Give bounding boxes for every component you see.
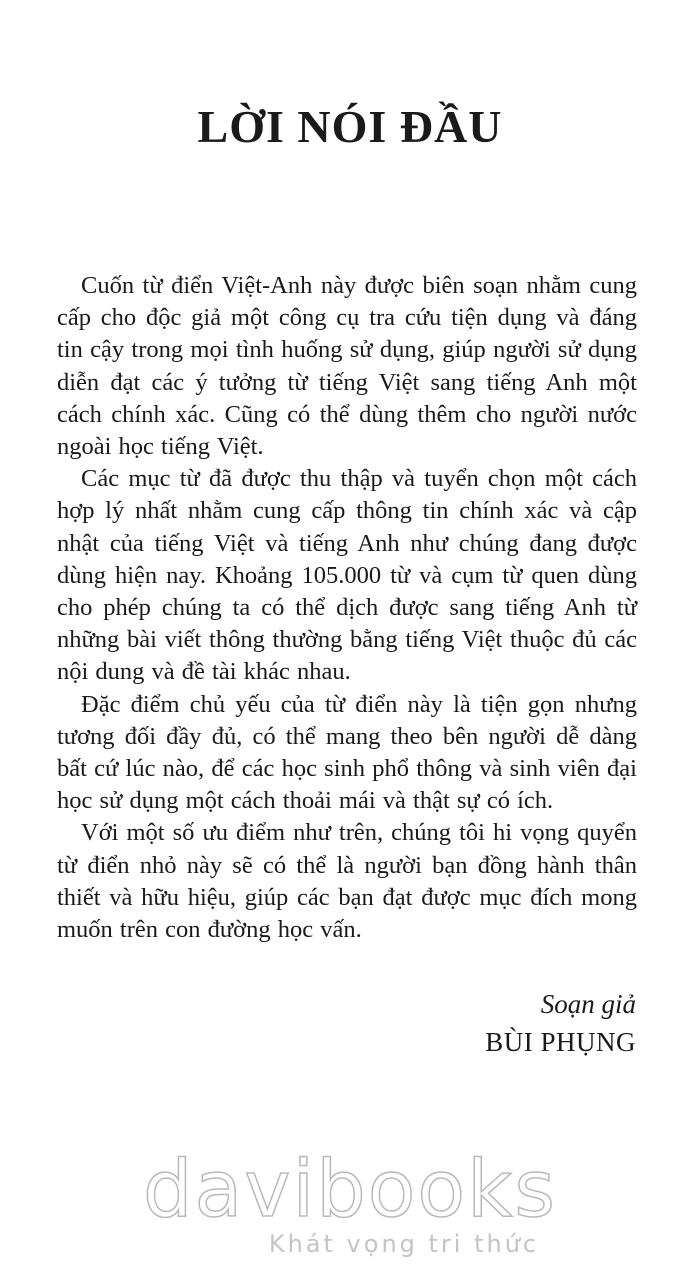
preface-paragraph-3: Đặc điểm chủ yếu của từ điển này là tiện gọn nhưng tương đối đầy đủ, có thể mang theo bên người dễ dàng bất cứ lúc nào, để các học sinh phổ thông và sinh viên đại học sử dụng một cách thoải mái và thật sự có ích. bbox=[57, 690, 637, 815]
watermark-logo: davibooks bbox=[143, 1145, 557, 1235]
signature-block bbox=[485, 985, 636, 1061]
page-title: LỜI NÓI ĐẦU bbox=[197, 101, 503, 152]
preface-paragraph-2: Các mục từ đã được thu thập và tuyển chọn một cách hợp lý nhất nhằm cung cấp thông tin chính xác và cập nhật của tiếng Việt và tiếng Anh như chúng đang được dùng hiện nay. Khoảng 105.000 từ và cụm từ quen dùng cho phép chúng ta có thể dịch được sang tiếng Anh từ những bài viết thông thường bằng tiếng Việt thuộc đủ các nội dung và đề tài khác nhau. bbox=[57, 465, 637, 686]
preface-paragraph-1: Cuốn từ điển Việt-Anh này được biên soạn nhằm cung cấp cho độc giả một công cụ tra cứu tiện dụng và đáng tin cậy trong mọi tình huống sử dụng, giúp người sử dụng diễn đạt các ý tưởng từ tiếng Việt sang tiếng Anh một cách chính xác. Cũng có thể dùng thêm cho người nước ngoài học tiếng Việt. bbox=[57, 272, 637, 461]
watermark-tagline: Khát vọng tri thức bbox=[268, 1230, 540, 1258]
signature-role: Soạn giả bbox=[540, 989, 636, 1019]
publisher-watermark bbox=[0, 1145, 700, 1259]
signature-name: BÙI PHỤNG bbox=[485, 1027, 636, 1057]
preface-body bbox=[57, 270, 637, 946]
preface-paragraph-4: Với một số ưu điểm như trên, chúng tôi hi vọng quyển từ điển nhỏ này sẽ có thể là người bạn đồng hành thân thiết và hữu hiệu, giúp các bạn đạt được mục đích mong muốn trên con đường học vấn. bbox=[57, 819, 637, 944]
